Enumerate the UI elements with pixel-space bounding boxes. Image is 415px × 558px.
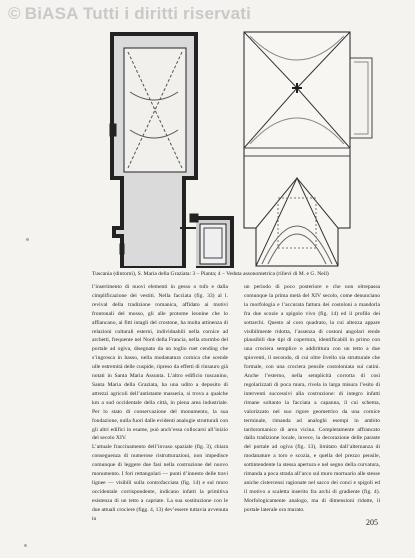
paragraph: L’attuale fraccinamento dell’invaso spaziale (fig. 3), chiara conseguenza di numerose ristrutturazioni, non impedisce comunque di leggere due fasi nella costruzione del nuovo monumento. I fori rettangolari — punti d’innesto delle travi lignee — visibili sulla controfacciata (fig. 14) e sul muro occidentale corrispondente, indicano infatti la primitiva esistenza di un tetto a capriate. La sua sostituzione con le due attuali crociere (figg. 4, 13) dev’essere tuttavia avvenuta in (92, 444, 228, 522)
axonometric-view-drawing (244, 32, 372, 266)
figure-caption: Tuscania (dintorni), S. Maria della Graziata: 3 – Pianta; 4 – Veduta assonometrica (rilievi di M. e G. Neil) (92, 271, 329, 277)
floor-plan-drawing (110, 34, 232, 268)
watermark-text: BiASA Tutti i diritti riservati (24, 4, 252, 23)
copyright-symbol: © (8, 4, 21, 23)
scan-speck (24, 544, 27, 547)
paragraph: un periodo di poco posteriore e che non oltrepassa comunque la prima metà del XIV secolo, come denunciano la morfologia e l’accurata fattura dei costoloni a mandorla fra due scozie a spigolo vivo (fig. 14) ed il profilo dei sottarchi. Questo al coro quadrato, la cui altezza appare visibilmente ridotta, l’assenza di costoni angolari rende plausibili due tipi di copertura, identificabili in primo con una crociera semplice o addirittura con un tetto a due spioventi, il secondo, di cui oltre livello sia strutturale che formale, con una crociera pensile costoloniata sui catini. Anche l’esterno, nella semplicità corrotta di così regolarizzati di poca mura, rivela in larga misura l’esito di interventi successivi alla costruzione: di integro infatti rimane soltanto la facciata a capanna, il cui schema, valorizzato nel suo rigore geometrico da una cornice terminale, rimanda ad analoghi esempi in ambito tardoromanico di area vicina. Completamente affrancato dalla tradizione locale, invece, la decorazione delle paraste del portale ad ogiva (fig. 13), limitato dall’alternanza di modanature a toro e scozia, e quella del prezzo pensile, sottintendente la stessa apertura e nel segno della curvatura, rimanda a poca strada all’arco sul muro mortuario alle stesse aniche cistercensi ragionate nel sacco dei conci e spigoli ed il motivo a scaletta inserito fra archi di gradiente (fig. 4). Morfologicamente analogo, ma di dimensioni ridotte, il portale laterale ora murato. (244, 284, 380, 513)
text-column-left (92, 283, 228, 523)
paragraph: l’inserimento di nuovi elementi in gesso o tufo e dalla cimplificazione dei vestiti. Nella facciata (fig. 33) al l. revival della tradizione romanica, affidato ai motivi frontonali del mosso, gli alle protome leonine che lo affiancano, ai fitti intagli del crostone, ha molta attinenza di relazioni culturali esterni, individuabili nella cornice ad archetti, frequente nel Nord della Francia, nella stormbo del portale ad ogiva, disegnato da un toglio ruet cending che s’ingrosca in basso, nella modanatura cornica che scende ulle estremità delle cuspide, ripreso da effetti di rinsauro già notati in Santa Maria Assunta. L’altro edificio tuscanino, Santa Maria della Graziata, ha una udito a deposito di attrezzi agricoli dell’antistante masseria, si trova a qualche km a sud occidentale della città, in piena area industriale. Per lo stato di conservazione del monumento, la sua fondazione, nulla fuori dalle evidenti analogie strutturali con gli altri edifici in esame, può anch’essa collocarsi all’inizio del secolo XIV. (92, 284, 228, 442)
page-number: 205 (366, 518, 378, 527)
text-column-right (244, 283, 380, 515)
watermark (8, 4, 251, 24)
architectural-plans-figure (92, 28, 382, 268)
scan-speck (26, 238, 29, 241)
